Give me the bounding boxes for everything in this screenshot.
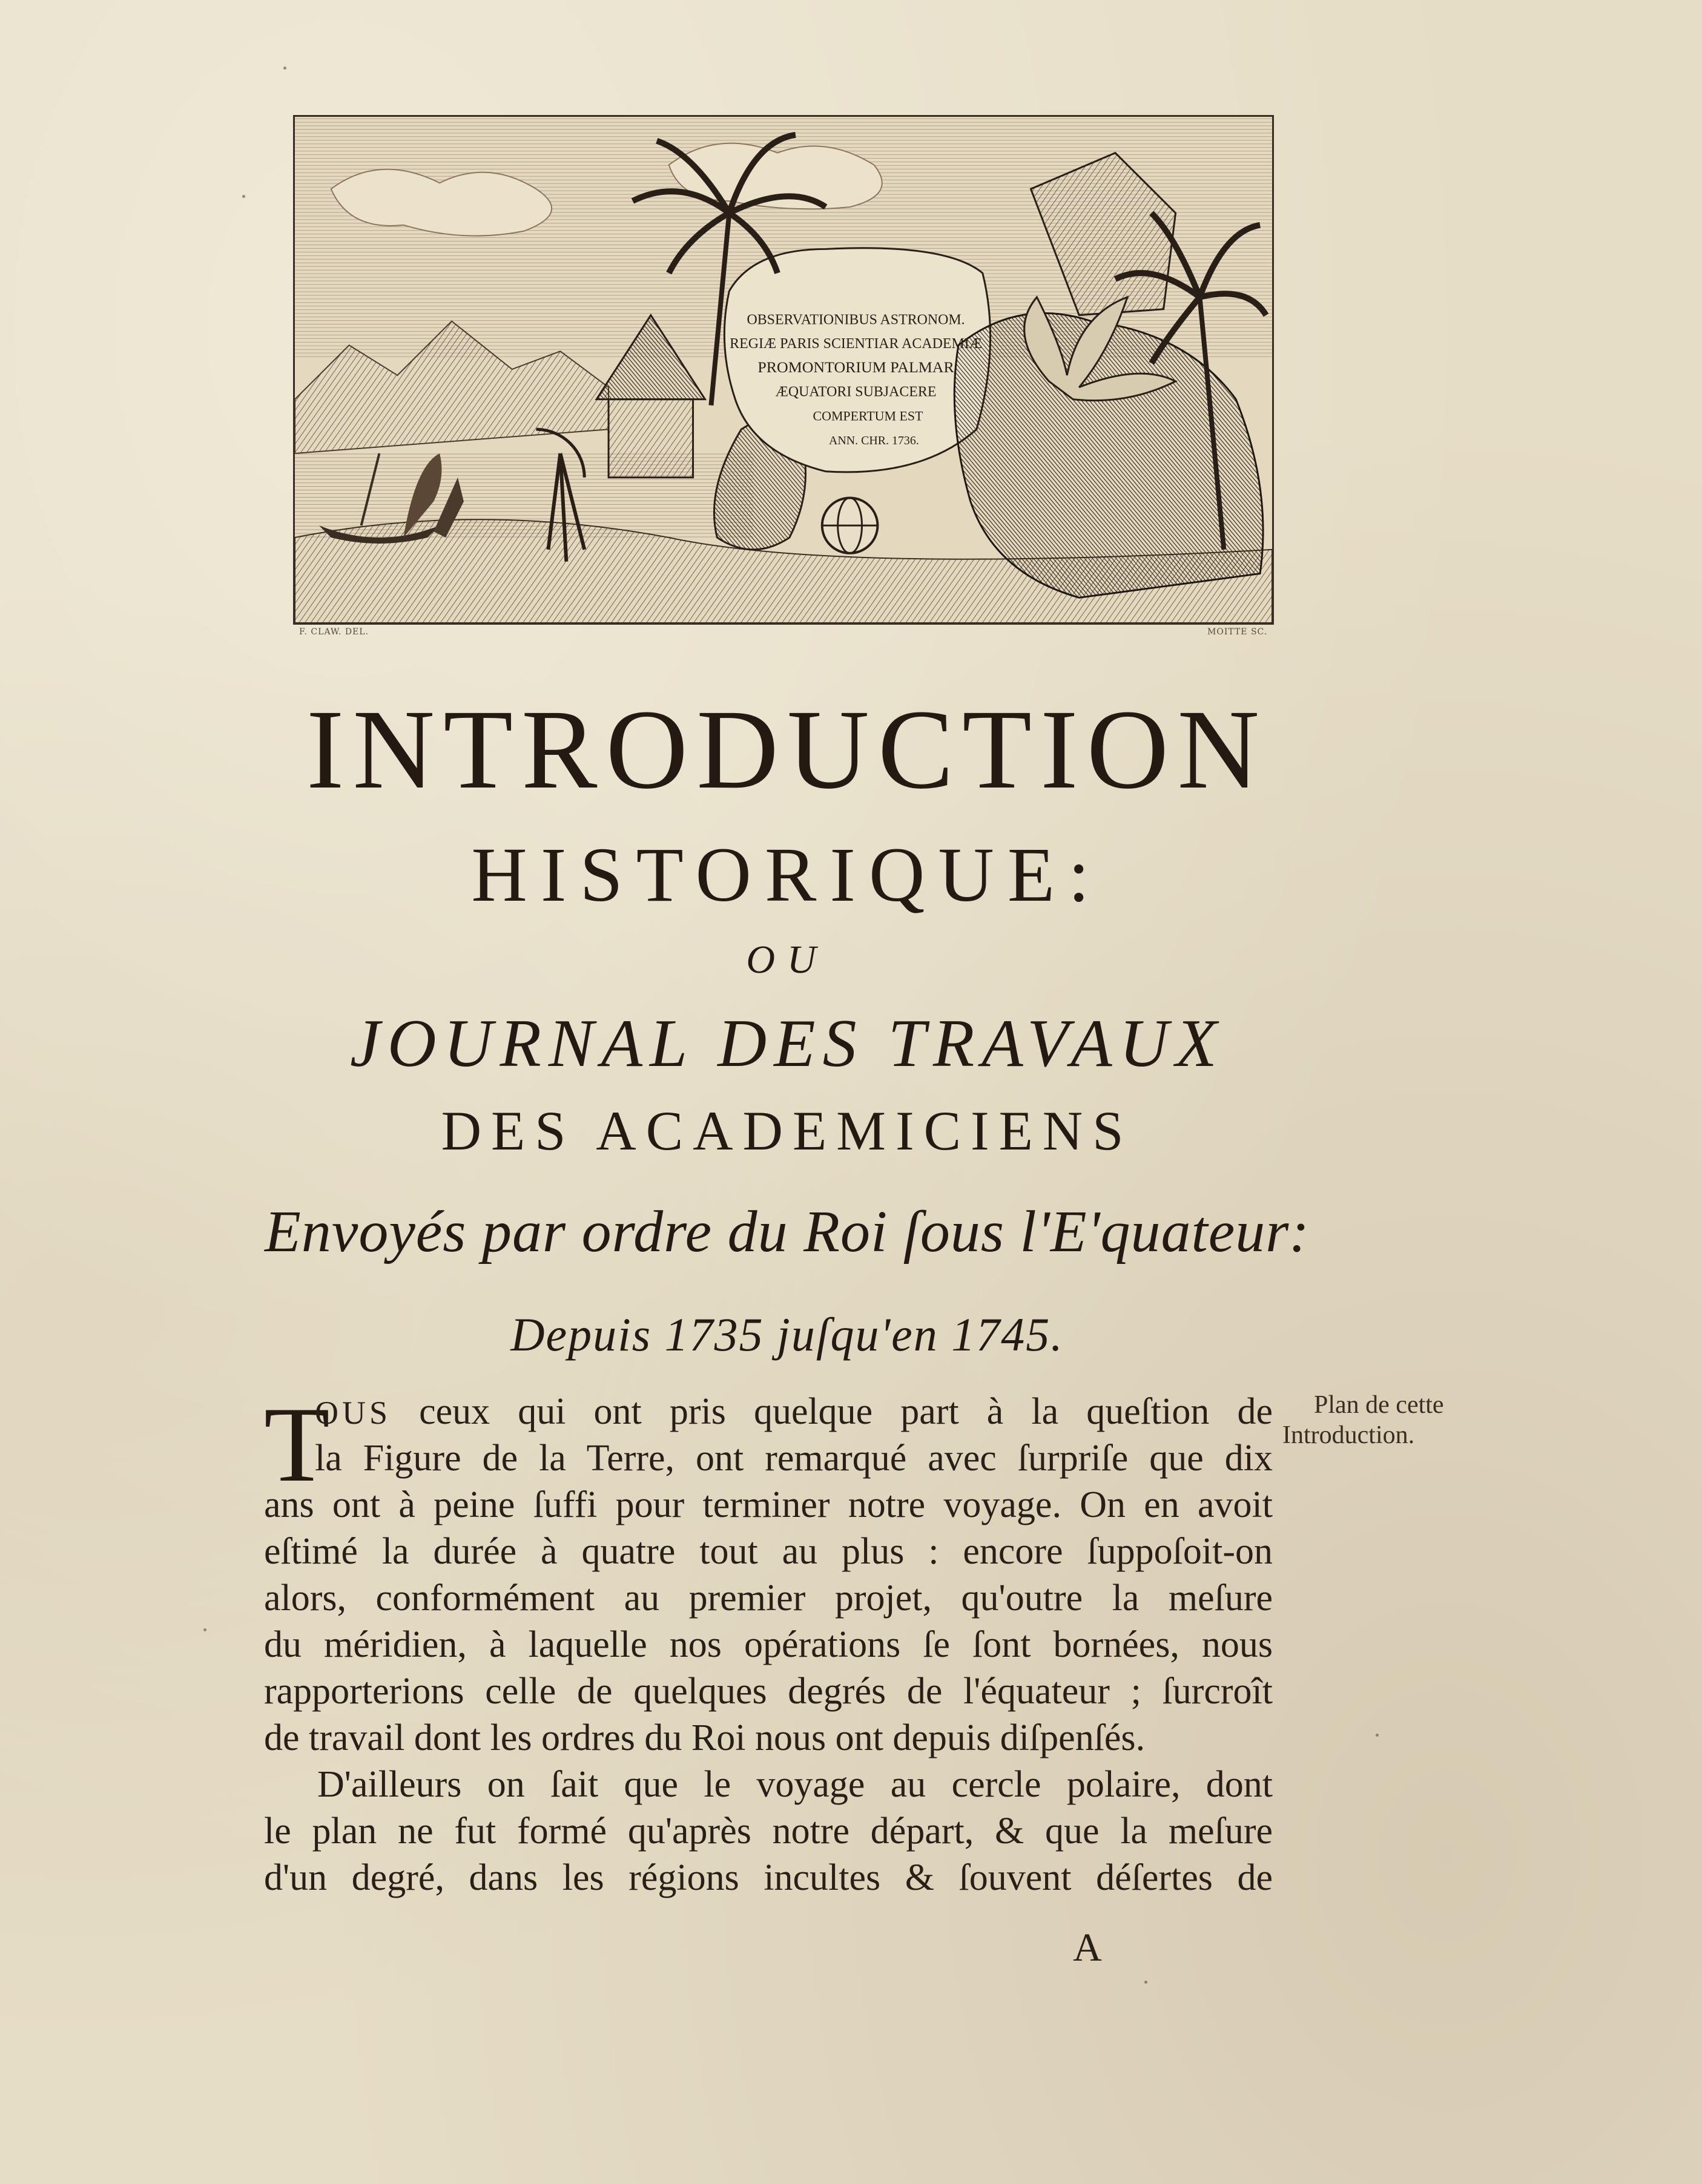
body-text xyxy=(264,1384,1273,1901)
text-line: eſtimé la durée à quatre tout au plus : encore ſuppoſoit-on xyxy=(264,1531,1273,1572)
text-line: la Figure de la Terre, ont remarqué avec ſurpriſe que dix xyxy=(315,1438,1273,1479)
inscription-line-2: REGIÆ PARIS SCIENTIAR ACADEMIÆ xyxy=(730,336,982,352)
inscription-line-4: ÆQUATORI SUBJACERE xyxy=(775,384,937,400)
drop-cap: T xyxy=(264,1384,330,1504)
paper-speck xyxy=(1144,1981,1147,1984)
signature-mark: A xyxy=(1073,1926,1102,1970)
paper-speck xyxy=(242,195,245,198)
title-line-5: DES ACADEMICIENS xyxy=(441,1100,1133,1162)
paper-speck xyxy=(1376,1734,1379,1737)
text-line: alors, conformément au premier projet, qu'outre la meſure xyxy=(264,1577,1273,1619)
first-word-caps: OUS xyxy=(315,1395,392,1431)
first-line-rest: ceux qui ont pris quelque part à la queſtion de xyxy=(391,1391,1273,1432)
headpiece-engraving xyxy=(293,115,1274,625)
inscription-line-5: COMPERTUM EST xyxy=(813,409,923,424)
margin-note xyxy=(1282,1390,1482,1450)
title-line-3: OU xyxy=(746,938,828,982)
inscription-line-3: PROMONTORIUM PALMAR xyxy=(757,358,954,376)
text-line: D'ailleurs on ſait que le voyage au cercle polaire, dont xyxy=(317,1764,1273,1805)
text-line: d'un degré, dans les régions incultes & ſouvent déſertes de xyxy=(264,1857,1273,1898)
margin-note-line-1: Plan de cette xyxy=(1314,1391,1444,1419)
engraver-signature-left: F. CLAW. DEL. xyxy=(299,627,369,637)
engraving-scene xyxy=(295,117,1272,623)
text-line: du méridien, à laquelle nos opérations ſe ſont bornées, nous xyxy=(264,1624,1273,1665)
engraver-signature-right: MOITTE SC. xyxy=(1207,627,1268,637)
title-line-4: JOURNAL DES TRAVAUX xyxy=(350,1006,1224,1081)
title-line-6: Envoyés par ordre du Roi ſous l'E'quateur: xyxy=(264,1199,1310,1265)
text-line: rapporterions celle de quelques degrés de l'équateur ; ſurcroît xyxy=(264,1671,1273,1712)
title-line-2: HISTORIQUE: xyxy=(471,832,1103,918)
text-line: de travail dont les ordres du Roi nous ont depuis diſpenſés. xyxy=(264,1717,1146,1758)
text-line: le plan ne fut formé qu'après notre départ, & que la meſure xyxy=(264,1811,1273,1852)
inscription-line-1: OBSERVATIONIBUS ASTRONOM. xyxy=(747,312,965,328)
paper-speck xyxy=(283,67,286,70)
text-line: ans ont à peine ſuffi pour terminer notre voyage. On en avoit xyxy=(264,1484,1273,1525)
inscription-line-6: ANN. CHR. 1736. xyxy=(829,434,919,448)
paper-speck xyxy=(203,1628,206,1631)
text-line xyxy=(264,1389,1273,1435)
margin-note-line-2: Introduction. xyxy=(1282,1421,1415,1449)
title-line-7: Depuis 1735 juſqu'en 1745. xyxy=(510,1308,1064,1361)
title-line-1: INTRODUCTION xyxy=(306,686,1268,812)
